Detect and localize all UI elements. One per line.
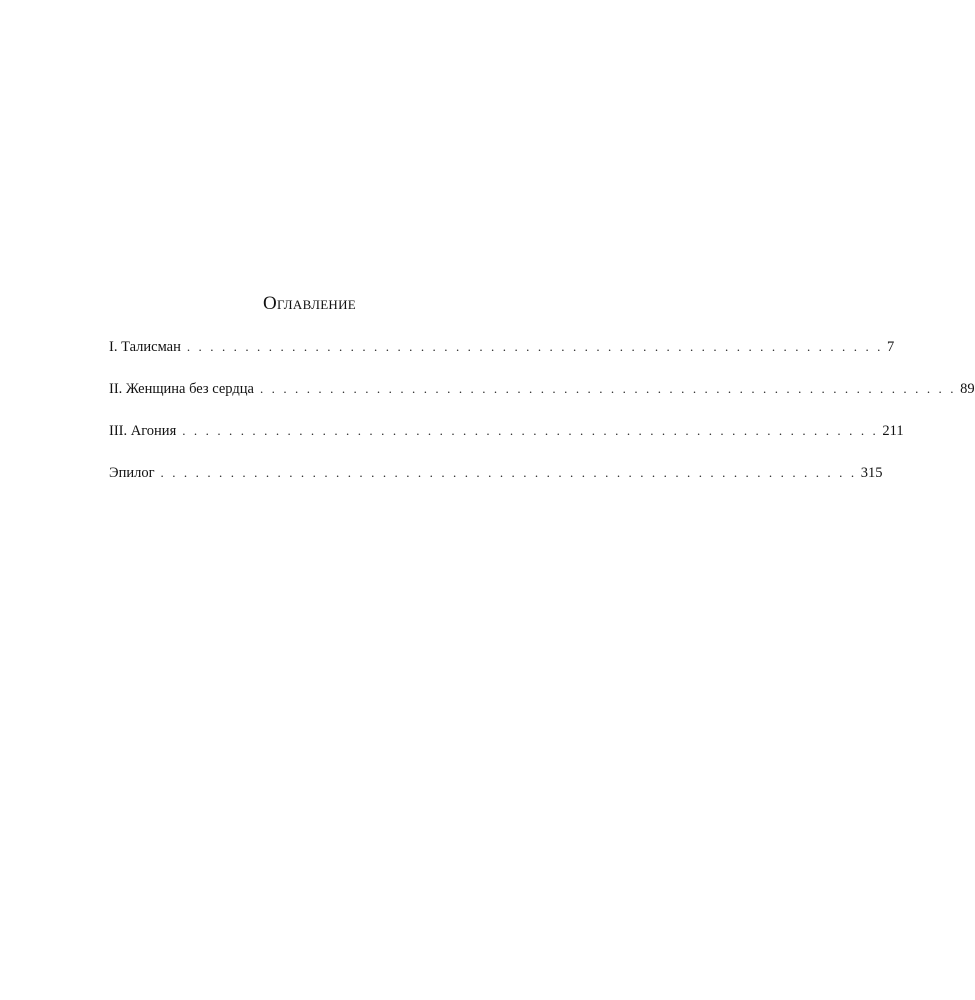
toc-title: Оглавление [262, 293, 357, 314]
toc-entry[interactable] [109, 378, 975, 400]
toc-entry-label: I. Талисман [109, 339, 181, 355]
toc-entry-label: III. Агония [109, 423, 177, 439]
toc-entry-label: II. Женщина без сердца [109, 381, 254, 397]
toc-leader: . . . . . . . . . . . . . . . . . . . . . . . . . . . . . . . . . . . . . . . . . . . . . . . . . . . . . . . . . . . . [182, 423, 879, 438]
toc-entry-label: Эпилог [109, 465, 155, 481]
toc-leader: . . . . . . . . . . . . . . . . . . . . . . . . . . . . . . . . . . . . . . . . . . . . . . . . . . . . . . . . . . . . [160, 465, 857, 480]
toc-leader: . . . . . . . . . . . . . . . . . . . . . . . . . . . . . . . . . . . . . . . . . . . . . . . . . . . . . . . . . . . . [259, 381, 957, 396]
toc-entry[interactable] [109, 420, 904, 442]
toc-list [109, 336, 975, 504]
toc-entry-page: 89 [960, 381, 975, 397]
toc-entry[interactable] [109, 336, 895, 358]
toc-leader: . . . . . . . . . . . . . . . . . . . . . . . . . . . . . . . . . . . . . . . . . . . . . . . . . . . . . . . . . . . . [186, 339, 883, 354]
toc-entry-page: 211 [882, 423, 904, 439]
toc-entry-page: 7 [887, 339, 895, 355]
toc-entry-page: 315 [860, 465, 883, 481]
toc-entry[interactable] [109, 462, 883, 484]
